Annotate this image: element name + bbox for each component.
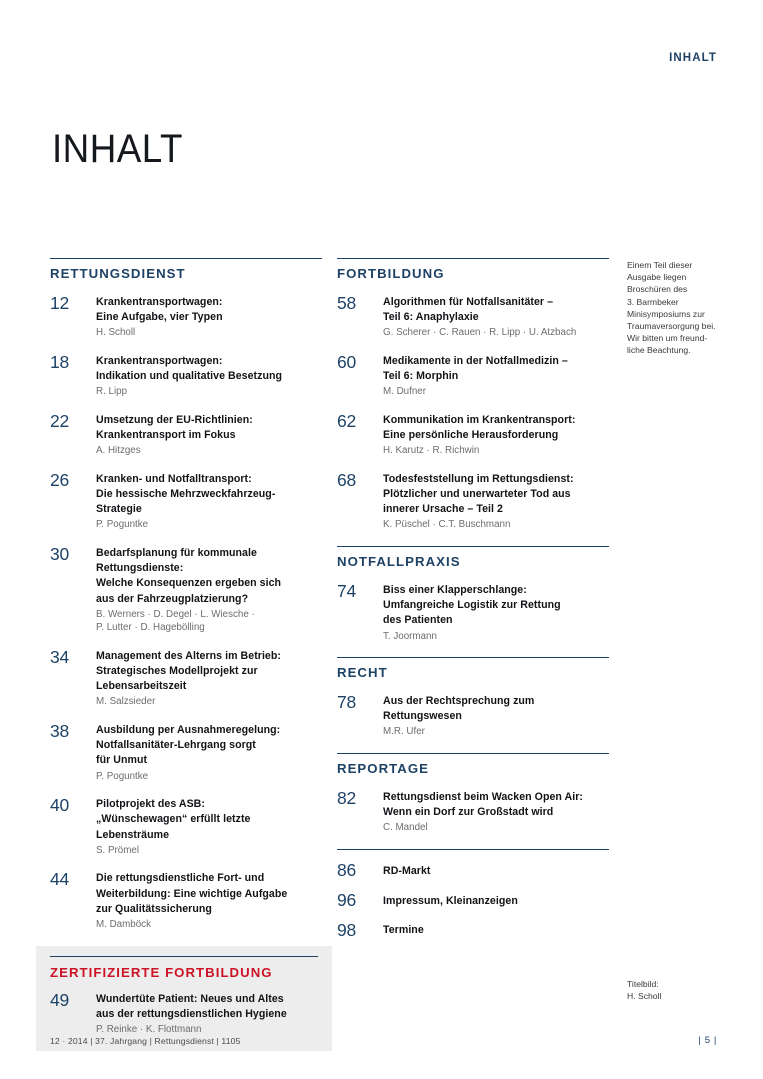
margin-note — [627, 259, 749, 357]
toc-entry-authors: T. Joormann — [383, 630, 437, 642]
toc-entry-body — [383, 924, 609, 937]
toc-entry-title: Management des Alterns im Betrieb: Strategisches Modellprojekt zur Lebensarbeitszeit — [96, 650, 281, 693]
toc-section — [337, 849, 609, 940]
toc-entry-authors: S. Prömel — [96, 844, 140, 856]
toc-section — [337, 753, 609, 835]
toc-entry-title: Kommunikation im Krankentransport: Eine persönliche Herausforderung — [383, 413, 576, 442]
toc-entry-authors: P. Poguntke — [96, 770, 149, 782]
toc-entry-page-number: 34 — [50, 647, 70, 668]
toc-entry[interactable] — [50, 797, 322, 857]
running-head: INHALT — [669, 52, 717, 64]
toc-entry-page-number: 30 — [50, 544, 70, 565]
cover-image-credit — [627, 978, 749, 1002]
toc-entry-authors: P. Reinke · K. Flottmann — [96, 1023, 202, 1035]
toc-section — [337, 258, 609, 532]
toc-entry-authors: A. Hitzges — [96, 445, 141, 457]
toc-entry-page-number: 98 — [337, 919, 357, 940]
margin-note-line: Einem Teil dieser — [627, 260, 693, 270]
toc-entry-title: Rettungsdienst beim Wacken Open Air: Wenn ein Dorf zur Großstadt wird — [383, 791, 583, 819]
toc-entry[interactable] — [50, 546, 322, 635]
cover-image-author: H. Scholl — [627, 991, 662, 1002]
toc-entry-authors: R. Lipp — [96, 386, 128, 398]
toc-entry-title: Aus der Rechtsprechung zum Rettungswesen — [383, 695, 535, 723]
toc-entry-title: Wundertüte Patient: Neues und Altes aus der rettungsdienstlichen Hygiene — [96, 992, 287, 1020]
toc-entry-title: Impressum, Kleinanzeigen — [383, 894, 518, 907]
section-title: RETTUNGSDIENST — [50, 266, 186, 281]
margin-note-line: Minisymposiums zur — [627, 308, 705, 319]
margin-note-line: liche Beachtung. — [627, 345, 691, 356]
toc-entry-authors: M.R. Ufer — [383, 726, 425, 738]
toc-entry[interactable] — [337, 351, 609, 399]
section-title: FORTBILDUNG — [337, 266, 445, 281]
toc-entry-title: RD-Markt — [383, 864, 431, 877]
margin-note-line: Traumaversorgung bei. — [627, 321, 716, 332]
toc-section — [50, 258, 322, 932]
toc-entry[interactable] — [50, 469, 322, 532]
page-title: INHALT — [52, 126, 183, 171]
toc-entry-page-number: 22 — [50, 410, 70, 431]
toc-entry-authors: M. Damböck — [96, 918, 151, 930]
toc-entry-title: Die rettungsdienstliche Fort- und Weiterbildung: Eine wichtige Aufgabe zur Qualitätssicherung — [96, 872, 288, 915]
toc-entry-body — [96, 295, 322, 340]
toc-right-column — [337, 258, 609, 952]
toc-entry[interactable] — [50, 295, 322, 340]
toc-entry-body — [96, 649, 322, 709]
toc-entry-page-number: 82 — [337, 788, 357, 809]
toc-section — [337, 657, 609, 739]
footer-issue-info: 12 · 2014 | 37. Jahrgang | Rettungsdienst | 1105 — [50, 1036, 241, 1046]
toc-entry-body — [96, 472, 322, 532]
toc-entry-page-number: 86 — [337, 860, 357, 881]
section-divider — [337, 849, 609, 850]
margin-note-line: Wir bitten um freund- — [627, 333, 708, 344]
toc-entry-body — [383, 694, 609, 739]
toc-entry-title: Bedarfsplanung für kommunale Rettungsdienste: Welche Konsequenzen ergeben sich aus der Fahrzeugplatzierung? — [96, 547, 282, 605]
margin-note-line: 3. Barmbeker — [627, 296, 679, 307]
toc-section — [337, 546, 609, 643]
toc-entry-authors: P. Poguntke — [96, 519, 149, 531]
toc-entry-title: Pilotprojekt des ASB: „Wünschewagen“ erfüllt letzte Lebensträume — [96, 798, 251, 841]
section-divider — [337, 546, 609, 547]
toc-entry-authors: M. Salzsieder — [96, 696, 156, 708]
toc-section-highlighted — [36, 946, 332, 1051]
section-title: REPORTAGE — [337, 761, 429, 777]
section-divider — [50, 956, 318, 957]
margin-note-line: Ausgabe liegen — [627, 272, 687, 283]
toc-entry-body — [96, 992, 318, 1037]
toc-entry-authors: G. Scherer · C. Rauen · R. Lipp · U. Atzbach — [383, 327, 577, 339]
toc-entry-page-number: 58 — [337, 293, 357, 313]
footer-page-number: | 5 | — [698, 1035, 717, 1046]
toc-entry-page-number: 74 — [337, 581, 357, 602]
toc-entry-body — [96, 546, 322, 635]
toc-entry-title: Biss einer Klapperschlange: Umfangreiche Logistik zur Rettung des Patienten — [383, 584, 561, 627]
toc-entry-title: Ausbildung per Ausnahmeregelung: Notfallsanitäter-Lehrgang sorgt für Unmut — [96, 724, 281, 767]
toc-entry-title: Umsetzung der EU-Richtlinien: Krankentransport im Fokus — [96, 413, 253, 442]
toc-entry[interactable] — [50, 989, 318, 1037]
toc-left-column — [50, 258, 322, 1051]
toc-entry-page-number: 18 — [50, 351, 70, 372]
toc-entry[interactable] — [337, 469, 609, 532]
section-title: RECHT — [337, 665, 388, 681]
toc-entry-page-number: 68 — [337, 469, 357, 490]
toc-entry-page-number: 62 — [337, 410, 357, 431]
toc-entry-title: Termine — [383, 924, 424, 937]
toc-entry[interactable] — [50, 351, 322, 399]
toc-entry-authors: C. Mandel — [383, 822, 428, 834]
toc-entry-authors: H. Scholl — [96, 327, 136, 339]
toc-entry[interactable] — [50, 410, 322, 458]
toc-entry-authors: M. Dufner — [383, 386, 427, 398]
toc-entry-body — [96, 871, 322, 931]
toc-entry-authors: K. Püschel · C.T. Buschmann — [383, 519, 511, 531]
toc-entry-body — [383, 413, 609, 458]
cover-image-label: Titelbild: — [627, 979, 659, 989]
toc-entry-authors: B. Werners · D. Degel · L. Wiesche · P. Lutter · D. Hagebölling — [96, 608, 255, 634]
toc-entry[interactable] — [337, 694, 609, 739]
toc-entry[interactable] — [337, 583, 609, 643]
section-title: NOTFALLPRAXIS — [337, 554, 461, 570]
section-divider — [337, 657, 609, 658]
toc-entry-title: Krankentransportwagen: Indikation und qualitative Besetzung — [96, 354, 283, 383]
toc-entry[interactable] — [50, 871, 322, 931]
toc-entry-body — [96, 723, 322, 783]
toc-entry-page-number: 60 — [337, 351, 357, 372]
toc-entry-body — [96, 797, 322, 857]
toc-entry-body — [383, 865, 609, 878]
toc-entry-page-number: 40 — [50, 795, 70, 816]
toc-entry[interactable] — [337, 919, 609, 940]
toc-entry[interactable] — [50, 723, 322, 783]
toc-entry-page-number: 49 — [50, 989, 70, 1010]
toc-entry-page-number: 44 — [50, 869, 70, 890]
toc-entry-body — [96, 354, 322, 399]
toc-entry-body — [96, 413, 322, 458]
toc-entry-body — [383, 472, 609, 532]
toc-entry-title: Krankentransportwagen: Eine Aufgabe, vier Typen — [96, 296, 223, 324]
toc-entry-body — [383, 583, 609, 643]
toc-entry[interactable] — [337, 862, 609, 880]
toc-entry-page-number: 78 — [337, 692, 357, 713]
section-title: ZERTIFIZIERTE FORTBILDUNG — [50, 964, 273, 980]
toc-entry-page-number: 26 — [50, 469, 70, 490]
toc-entry[interactable] — [337, 892, 609, 910]
toc-entry-body — [383, 295, 609, 340]
margin-note-line: Broschüren des — [627, 284, 688, 295]
toc-entry[interactable] — [337, 790, 609, 835]
toc-entry-authors: H. Karutz · R. Richwin — [383, 445, 480, 457]
toc-entry-body — [383, 790, 609, 835]
section-divider — [337, 258, 609, 259]
toc-entry-page-number: 96 — [337, 890, 357, 911]
toc-entry-page-number: 12 — [50, 293, 70, 313]
toc-entry-body — [383, 895, 609, 908]
toc-entry-title: Algorithmen für Notfallsanitäter – Teil 6: Anaphylaxie — [383, 296, 554, 324]
toc-entry-title: Medikamente in der Notfallmedizin – Teil 6: Morphin — [383, 354, 568, 383]
toc-entry-page-number: 38 — [50, 721, 70, 742]
toc-entry[interactable] — [337, 410, 609, 458]
section-divider — [50, 258, 322, 259]
toc-entry-body — [383, 354, 609, 399]
section-divider — [337, 753, 609, 754]
toc-entry[interactable] — [50, 649, 322, 709]
toc-entry[interactable] — [337, 295, 609, 340]
toc-entry-title: Kranken- und Notfalltransport: Die hessische Mehrzweckfahrzeug- Strategie — [96, 472, 276, 516]
toc-entry-title: Todesfeststellung im Rettungsdienst: Plötzlicher und unerwarteter Tod aus innerer Ursache – Teil 2 — [383, 472, 574, 516]
